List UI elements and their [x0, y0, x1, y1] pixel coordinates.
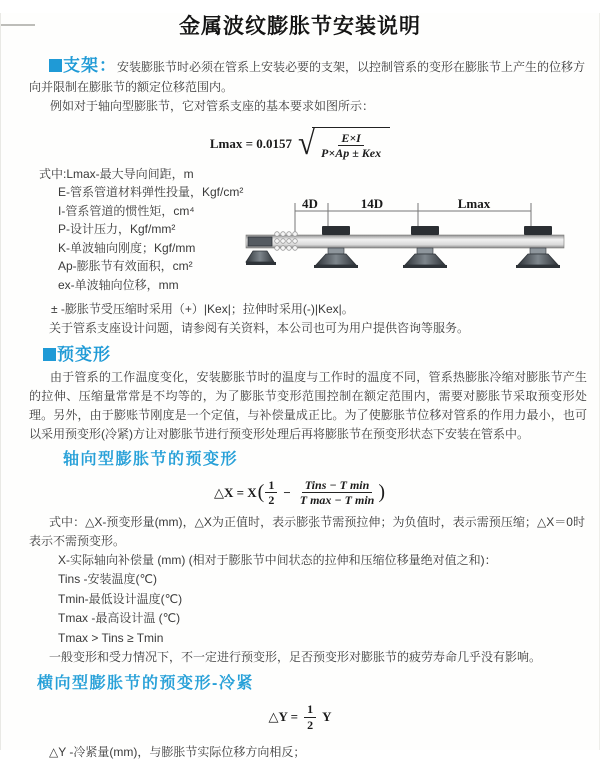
half-numerator: 1: [265, 478, 277, 493]
square-root-radical: √: [298, 123, 316, 162]
support-section-heading: 支架：: [63, 56, 117, 75]
lateral-formula-rhs: Y: [322, 709, 332, 725]
formula-variable-list: [1, 165, 246, 299]
variables-and-diagram-row: [1, 165, 599, 299]
half-numerator: 1: [304, 702, 316, 717]
lmax-formula-prefix: Lmax = 0.0157: [209, 135, 293, 151]
plus-minus-note: ± -膨胀节受压缩时采用（+）|Kex|；拉伸时采用(-)|Kex|。: [51, 301, 354, 316]
half-denominator: 2: [307, 717, 314, 732]
temp-fraction-denominator: T max − T min: [299, 493, 375, 507]
axial-variable-line: Tins -安装温度(℃): [58, 572, 158, 587]
minus-sign: −: [283, 484, 291, 500]
lateral-subsection-heading: 横向型膨胀节的预变形-冷紧: [37, 675, 254, 693]
axial-variable-list: [1, 551, 599, 649]
axial-predeform-formula: [1, 476, 599, 510]
support-example-line: 例如对于轴向型膨胀节，它对管系支座的基本要求如图所示：: [50, 99, 375, 113]
axial-variable-line: X-实际轴向补偿量 (mm) (相对于膨胀节中间状态的拉伸和压缩位移量绝对值之和)：: [58, 552, 497, 567]
variable-line: K-单波轴向刚度；Kgf/mm: [58, 240, 196, 255]
dimension-label-14d: 14D: [360, 195, 384, 211]
lateral-formula-lhs: △Y =: [268, 709, 299, 725]
axial-note: 一般变形和受力情况下，不一定进行预变形，足否预变形对膨胀节的疲劳寿命几乎没有影响。: [49, 650, 542, 665]
axial-variable-line: Tmax -最高设计温 (℃): [58, 611, 181, 626]
predeform-section-heading: [29, 344, 599, 366]
temp-fraction-numerator: Tins − T min: [302, 478, 373, 493]
predeform-heading-text: 预变形: [57, 344, 111, 364]
pipe-support-diagram: [246, 165, 599, 299]
close-paren: ): [378, 481, 386, 503]
axial-variable-line: Tmin-最低设计温度(℃): [58, 591, 183, 606]
support-intro-text: 安装膨胀节时必须在管系上安装必要的支架，以控制管系的变形在膨胀节上产生的位移方向并限制在膨胀节的额定位移范围内。: [29, 60, 586, 94]
open-paren: (: [257, 481, 265, 503]
anchor-support: [246, 237, 276, 265]
blue-square-bullet-icon: [49, 59, 62, 72]
variable-line: E-管系管道材料弹性投量，Kgf/cm²: [58, 185, 244, 200]
variable-line: 式中:Lmax-最大导向间距，m: [39, 166, 194, 181]
variable-line: ex-单波轴向位移，mm: [58, 278, 179, 293]
half-denominator: 2: [268, 493, 275, 507]
blue-square-bullet-icon: [43, 348, 56, 361]
lateral-note: △Y -冷紧量(mm)，与膨胀节实际位移方向相反；: [49, 745, 306, 760]
page-title: 金属波纹膨胀节安装说明: [179, 15, 421, 38]
dimension-label-4d: 4D: [302, 195, 318, 211]
predeform-paragraph: 由于管系的工作温度变化，安装膨胀节时的温度与工作时的温度不同，管系热膨胀冷缩对膨胀节产生的拉伸、压缩量常常是不均等的，为了膨胀节变形范围控制在额定范围内，需要对膨胀节采取预变形处理。另外，由于膨账节刚度是一个定值，与补偿量成正比。为了使膨胀节位移对管系的作用力最小，也可以采用预变形(冷紧)方让对膨胀节进行预变形处理后再将膨胀节在预变形状态下安装在管系中。: [29, 369, 587, 441]
variable-line: I-管系管道的惯性矩，cm⁴: [58, 203, 195, 218]
dimension-label-lmax: Lmax: [457, 195, 491, 211]
service-note: 关于管系支座设计问题，请参阅有关资料，本公司也可为用户提供咨询等服务。: [49, 320, 470, 335]
axial-formula-lhs: △X = X: [213, 484, 257, 500]
lateral-predeform-formula: [1, 702, 599, 732]
lmax-formula: [1, 123, 599, 162]
axial-formula-explanation: 式中：△X-预变形量(mm)，△X为正值时，表示膨张节需预拉伸；为负值时，表示需预压缩；△X＝0时表示不需预变形。: [29, 514, 585, 548]
axial-subsection-heading: 轴向型膨胀节的预变形: [63, 450, 239, 468]
scan-artifact-line: [1, 24, 35, 26]
variable-line: Ap-膨胀节有效面积，cm²: [58, 259, 193, 274]
variable-line: P-设计压力，Kgf/mm²: [58, 222, 176, 237]
lmax-formula-numerator: E×I: [338, 131, 364, 146]
document-page: [0, 13, 600, 760]
support-paragraph: [29, 57, 585, 97]
lmax-formula-denominator: P×Ap ± Kex: [321, 146, 382, 160]
axial-variable-line: Tmax > Tins ≥ Tmin: [58, 630, 164, 645]
